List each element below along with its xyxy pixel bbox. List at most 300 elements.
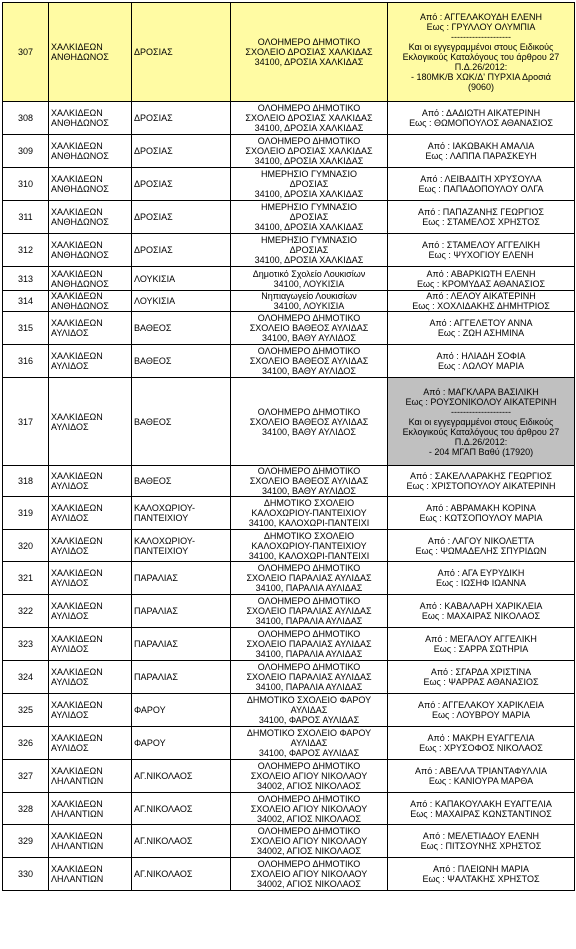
municipality-cell [49, 628, 132, 661]
voter-range-line: Εκλογικούς Καταλόγους του άρθρου 27 [402, 426, 560, 437]
school-address-line: ΔΗΜΟΤΙΚΟ ΣΧΟΛΕΙΟ ΦΑΡΟΥ [246, 728, 372, 738]
voter-range-line: Εως : ΨΥΧΟΓΙΟΥ ΕΛΕΝΗ [428, 250, 534, 260]
school-address-cell [231, 727, 388, 760]
school-address-cell [231, 595, 388, 628]
voter-range-line: Από : ΑΒΑΡΚΙΩΤΗ ΕΛΕΝΗ [426, 268, 536, 279]
school-address-line: ΟΛΟΗΜΕΡΟ ΔΗΜΟΤΙΚΟ [257, 466, 361, 476]
station-number: 330 [17, 869, 34, 879]
community-cell [132, 135, 231, 168]
school-address-line: 34100, ΠΑΡΑΛΙΑ ΑΥΛΙΔΑΣ [255, 616, 363, 626]
voter-range-cell [388, 201, 575, 234]
community-line: ΦΑΡΟΥ [134, 705, 166, 715]
station-number: 317 [17, 416, 34, 427]
table-row [3, 825, 575, 858]
community-line: ΔΡΟΣΙΑΣ [134, 47, 173, 57]
table-row [3, 345, 575, 378]
municipality-line: ΧΑΛΚΙΔΕΩΝ [51, 174, 103, 184]
municipality-line: ΑΥΛΙΔΟΣ [51, 513, 89, 523]
community-cell [132, 530, 231, 562]
municipality-line: ΧΑΛΚΙΔΕΩΝ [51, 864, 103, 874]
voter-range-line: Από : ΜΕΓΑΛΟΥ ΑΓΓΕΛΙΚΗ [425, 634, 537, 644]
polling-stations-table [2, 2, 575, 891]
station-number-cell [3, 234, 49, 267]
station-number: 314 [17, 296, 34, 306]
school-address-line: ΗΜΕΡΗΣΙΟ ΓΥΜΝΑΣΙΟ [260, 169, 358, 179]
station-number: 326 [17, 738, 34, 748]
voter-range-cell [388, 345, 575, 378]
voter-range-line: Από : ΣΑΚΕΛΛΑΡΑΚΗΣ ΓΕΩΡΓΙΟΣ [410, 471, 552, 481]
school-address-line: ΟΛΟΗΜΕΡΟ ΔΗΜΟΤΙΚΟ [257, 761, 361, 771]
voter-range-line: Από : ΛΕΙΒΑΔΙΤΗ ΧΡΥΣΟΥΛΑ [420, 174, 542, 184]
municipality-line: ΛΗΛΑΝΤΙΩΝ [51, 776, 104, 786]
station-number-cell [3, 312, 49, 345]
school-address-line: ΚΑΛΟΧΩΡΙΟΥ-ΠΑΝΤΕΙΧΙΟΥ [251, 508, 367, 518]
community-cell [132, 345, 231, 378]
community-cell [132, 267, 231, 291]
community-line: ΠΑΡΑΛΙΑΣ [134, 639, 178, 649]
school-address-line: ΔΡΟΣΙΑΣ [289, 245, 329, 255]
voter-range-line: (9060) [467, 82, 494, 92]
school-address-cell [231, 291, 388, 312]
station-number-cell [3, 201, 49, 234]
voter-range-cell [388, 793, 575, 825]
school-address-line: ΟΛΟΗΜΕΡΟ ΔΗΜΟΤΙΚΟ [257, 313, 361, 323]
municipality-cell [49, 135, 132, 168]
station-number-cell [3, 530, 49, 562]
voter-range-cell [388, 168, 575, 201]
table-row [3, 858, 575, 891]
community-line: ΔΡΟΣΙΑΣ [134, 179, 173, 189]
voter-range-line: Από : ΗΛΙΑΔΗ ΣΟΦΙΑ [436, 351, 526, 361]
station-number-cell [3, 378, 49, 466]
school-address-cell [231, 694, 388, 727]
community-line: ΛΟΥΚΙΣΙΑ [134, 273, 176, 284]
municipality-line: ΑΝΘΗΔΩΝΟΣ [51, 118, 109, 128]
station-number: 324 [17, 672, 34, 682]
school-address-line: 34002, ΑΓΙΟΣ ΝΙΚΟΛΑΟΣ [256, 813, 361, 824]
municipality-line: ΛΗΛΑΝΤΙΩΝ [51, 808, 104, 819]
school-address-line: ΣΧΟΛΕΙΟ ΒΑΘΕΟΣ ΑΥΛΙΔΑΣ [249, 416, 369, 427]
community-line: ΑΓ.ΝΙΚΟΛΑΟΣ [134, 803, 193, 814]
voter-range-cell [388, 694, 575, 727]
municipality-cell [49, 267, 132, 291]
station-number: 328 [17, 803, 34, 814]
school-address-line: 34100, ΚΑΛΟΧΩΡΙ-ΠΑΝΤΕΙΧΙ [248, 518, 370, 528]
community-cell [132, 727, 231, 760]
municipality-cell [49, 466, 132, 497]
voter-range-line: Από : ΠΛΕΙΩΝΗ ΜΑΡΙΑ [433, 864, 529, 874]
municipality-line: ΑΥΛΙΔΟΣ [51, 545, 89, 556]
municipality-cell [49, 562, 132, 595]
table-row [3, 595, 575, 628]
station-number-cell [3, 825, 49, 858]
voter-range-line: Εως : ΙΩΣΗΦ ΙΩΑΝΝΑ [435, 578, 527, 588]
school-address-line: 34002, ΑΓΙΟΣ ΝΙΚΟΛΑΟΣ [256, 781, 361, 791]
station-number-cell [3, 267, 49, 291]
station-number-cell [3, 628, 49, 661]
school-address-line: 34100, ΛΟΥΚΙΣΙΑ [273, 301, 345, 311]
voter-range-line: Εως : ΠΙΤΣΟΥΝΗΣ ΧΡΗΣΤΟΣ [420, 841, 542, 851]
school-address-cell [231, 858, 388, 891]
station-number: 311 [18, 212, 33, 222]
school-address-line: ΣΧΟΛΕΙΟ ΑΓΙΟΥ ΝΙΚΟΛΑΟΥ [250, 869, 368, 879]
municipality-line: ΧΑΛΚΙΔΕΩΝ [51, 733, 103, 743]
school-address-line: ΣΧΟΛΕΙΟ ΑΓΙΟΥ ΝΙΚΟΛΑΟΥ [250, 771, 368, 781]
school-address-line: ΣΧΟΛΕΙΟ ΠΑΡΑΛΙΑΣ ΑΥΛΙΔΑΣ [246, 573, 372, 583]
school-address-line: 34100, ΒΑΘΥ ΑΥΛΙΔΟΣ [262, 333, 356, 343]
municipality-cell [49, 291, 132, 312]
school-address-line: 34100, ΔΡΟΣΙΑ ΧΑΛΚΙΔΑΣ [254, 123, 364, 133]
municipality-line: ΑΝΘΗΔΩΝΟΣ [51, 278, 109, 289]
table-body [3, 3, 575, 891]
voter-range-cell [388, 858, 575, 891]
school-address-cell [231, 661, 388, 694]
voter-range-cell [388, 102, 575, 135]
municipality-cell [49, 3, 132, 102]
community-line: ΠΑΡΑΛΙΑΣ [134, 672, 178, 682]
municipality-line: ΧΑΛΚΙΔΕΩΝ [51, 471, 103, 481]
school-address-cell [231, 102, 388, 135]
station-number-cell [3, 595, 49, 628]
station-number-cell [3, 291, 49, 312]
school-address-line: 34100, ΠΑΡΑΛΙΑ ΑΥΛΙΔΑΣ [255, 682, 363, 692]
school-address-cell [231, 497, 388, 530]
municipality-cell [49, 312, 132, 345]
municipality-cell [49, 858, 132, 891]
municipality-cell [49, 694, 132, 727]
community-cell [132, 562, 231, 595]
municipality-cell [49, 168, 132, 201]
school-address-cell [231, 201, 388, 234]
community-cell [132, 760, 231, 793]
municipality-line: ΧΑΛΚΙΔΕΩΝ [51, 141, 103, 151]
community-cell [132, 378, 231, 466]
municipality-line: ΧΑΛΚΙΔΕΩΝ [51, 351, 103, 361]
school-address-cell [231, 378, 388, 466]
school-address-cell [231, 628, 388, 661]
community-line: ΔΡΟΣΙΑΣ [134, 212, 173, 222]
station-number: 327 [17, 771, 34, 781]
station-number: 315 [17, 323, 34, 333]
voter-range-cell [388, 497, 575, 530]
community-cell [132, 825, 231, 858]
school-address-cell [231, 135, 388, 168]
school-address-line: ΣΧΟΛΕΙΟ ΒΑΘΕΟΣ ΑΥΛΙΔΑΣ [249, 476, 369, 486]
school-address-line: ΔΗΜΟΤΙΚΟ ΣΧΟΛΕΙΟ [263, 498, 355, 508]
school-address-cell [231, 312, 388, 345]
school-address-cell [231, 466, 388, 497]
voter-range-line: Από : ΣΤΑΜΕΛΟΥ ΑΓΓΕΛΙΚΗ [422, 240, 540, 250]
municipality-line: ΑΝΘΗΔΩΝΟΣ [51, 301, 109, 311]
community-cell [132, 858, 231, 891]
school-address-line: 34100, ΔΡΟΣΙΑ ΧΑΛΚΙΔΑΣ [254, 156, 364, 166]
table-row [3, 267, 575, 291]
station-number: 316 [17, 356, 34, 366]
station-number: 307 [17, 47, 34, 57]
station-number: 310 [17, 179, 34, 189]
community-line: ΠΑΝΤΕΙΧΙΟΥ [134, 545, 189, 556]
municipality-cell [49, 345, 132, 378]
municipality-line: ΧΑΛΚΙΔΕΩΝ [51, 601, 103, 611]
station-number-cell [3, 497, 49, 530]
table-row [3, 234, 575, 267]
school-address-line: ΟΛΟΗΜΕΡΟ ΔΗΜΟΤΙΚΟ [257, 793, 361, 804]
station-number-cell [3, 466, 49, 497]
table-row [3, 3, 575, 102]
school-address-cell [231, 562, 388, 595]
voter-range-cell [388, 234, 575, 267]
voter-range-cell [388, 727, 575, 760]
community-cell [132, 201, 231, 234]
community-cell [132, 793, 231, 825]
municipality-line: ΑΝΘΗΔΩΝΟΣ [51, 151, 109, 161]
school-address-line: Νηπιαγωγείο Λουκισίων [261, 291, 357, 301]
table-row [3, 562, 575, 595]
school-address-line: 34002, ΑΓΙΟΣ ΝΙΚΟΛΑΟΣ [256, 879, 361, 889]
community-line: ΒΑΘΕΟΣ [134, 416, 172, 427]
community-line: ΚΑΛΟΧΩΡΙΟΥ- [134, 535, 195, 546]
community-line: ΒΑΘΕΟΣ [134, 323, 172, 333]
community-cell [132, 312, 231, 345]
table-row [3, 628, 575, 661]
school-address-cell [231, 3, 388, 102]
voter-range-cell [388, 466, 575, 497]
community-line: ΛΟΥΚΙΣΙΑ [134, 296, 176, 306]
voter-range-line: Εως : ΛΑΠΠΑ ΠΑΡΑΣΚΕΥΗ [425, 151, 537, 161]
community-line: ΒΑΘΕΟΣ [134, 476, 172, 486]
school-address-line: ΟΛΟΗΜΕΡΟ ΔΗΜΟΤΙΚΟ [257, 629, 361, 639]
school-address-line: ΟΛΟΗΜΕΡΟ ΔΗΜΟΤΙΚΟ [257, 103, 361, 113]
school-address-line: ΟΛΟΗΜΕΡΟ ΔΗΜΟΤΙΚΟ [257, 37, 361, 47]
school-address-line: ΣΧΟΛΕΙΟ ΠΑΡΑΛΙΑΣ ΑΥΛΙΔΑΣ [246, 639, 372, 649]
voter-range-line: Από : ΑΓΓΕΛΑΚΟΥΔΗ ΕΛΕΝΗ [420, 12, 542, 22]
station-number-cell [3, 135, 49, 168]
school-address-line: ΣΧΟΛΕΙΟ ΑΓΙΟΥ ΝΙΚΟΛΑΟΥ [250, 836, 368, 846]
station-number: 320 [17, 540, 34, 551]
table-row [3, 793, 575, 825]
voter-range-cell [388, 291, 575, 312]
municipality-line: ΧΑΛΚΙΔΕΩΝ [51, 634, 103, 644]
voter-range-line: Εως : ΓΡΥΛΛΟΥ ΟΛΥΜΠΙΑ [426, 22, 536, 32]
community-line: ΑΓ.ΝΙΚΟΛΑΟΣ [134, 869, 193, 879]
municipality-line: ΑΥΛΙΔΟΣ [51, 578, 89, 588]
school-address-line: ΣΧΟΛΕΙΟ ΠΑΡΑΛΙΑΣ ΑΥΛΙΔΑΣ [246, 672, 372, 682]
school-address-line: ΟΛΟΗΜΕΡΟ ΔΗΜΟΤΙΚΟ [257, 136, 361, 146]
station-number: 323 [17, 639, 34, 649]
municipality-line: ΧΑΛΚΙΔΕΩΝ [51, 667, 103, 677]
voter-range-cell [388, 661, 575, 694]
table-row [3, 291, 575, 312]
community-line: ΑΓ.ΝΙΚΟΛΑΟΣ [134, 771, 193, 781]
table-row [3, 102, 575, 135]
school-address-line: ΣΧΟΛΕΙΟ ΔΡΟΣΙΑΣ ΧΑΛΚΙΔΑΣ [245, 113, 373, 123]
voter-range-line: Από : ΛΕΛΟΥ ΑΙΚΑΤΕΡΙΝΗ [426, 291, 536, 301]
voter-range-line: -------------------- [451, 406, 511, 417]
municipality-line: ΧΑΛΚΙΔΕΩΝ [51, 766, 103, 776]
voter-range-cell [388, 530, 575, 562]
community-cell [132, 595, 231, 628]
voter-range-cell [388, 267, 575, 291]
school-address-line: ΣΧΟΛΕΙΟ ΔΡΟΣΙΑΣ ΧΑΛΚΙΔΑΣ [245, 47, 373, 57]
voter-range-line: Από : ΚΑΠΑΚΟΥΛΑΚΗ ΕΥΑΓΓΕΛΙΑ [410, 798, 552, 809]
municipality-line: ΛΗΛΑΝΤΙΩΝ [51, 841, 104, 851]
voter-range-line: Από : ΑΓΓΕΛΑΚΟΥ ΧΑΡΙΚΛΕΙΑ [418, 700, 544, 710]
community-cell [132, 168, 231, 201]
voter-range-line: Εως : ΧΡΙΣΤΟΠΟΥΛΟΥ ΑΙΚΑΤΕΡΙΝΗ [406, 481, 556, 491]
table-row [3, 661, 575, 694]
station-number-cell [3, 760, 49, 793]
community-line: ΠΑΡΑΛΙΑΣ [134, 573, 178, 583]
voter-range-line: Από : ΠΑΠΑΖΑΝΗΣ ΓΕΩΡΓΙΟΣ [418, 207, 544, 217]
municipality-cell [49, 497, 132, 530]
municipality-line: ΧΑΛΚΙΔΕΩΝ [51, 268, 103, 279]
municipality-line: ΑΥΛΙΔΟΣ [51, 611, 89, 621]
municipality-line: ΧΑΛΚΙΔΕΩΝ [51, 700, 103, 710]
school-address-line: ΚΑΛΟΧΩΡΙΟΥ-ΠΑΝΤΕΙΧΙΟΥ [251, 540, 367, 551]
municipality-cell [49, 595, 132, 628]
community-cell [132, 466, 231, 497]
station-number-cell [3, 345, 49, 378]
table-row [3, 466, 575, 497]
community-line: ΑΓ.ΝΙΚΟΛΑΟΣ [134, 836, 193, 846]
station-number: 312 [17, 245, 34, 255]
voter-range-line: Εως : ΖΩΗ ΑΣΗΜΙΝΑ [437, 328, 525, 338]
voter-range-line: Εως : ΣΑΡΡΑ ΣΩΤΗΡΙΑ [433, 644, 529, 654]
voter-range-line: Από : ΔΑΔΙΩΤΗ ΑΙΚΑΤΕΡΙΝΗ [421, 108, 541, 118]
table-row [3, 312, 575, 345]
school-address-line: 34100, ΚΑΛΟΧΩΡΙ-ΠΑΝΤΕΙΧΙ [248, 550, 370, 561]
voter-range-line: Εως : ΧΟΧΛΙΔΑΚΗΣ ΔΗΜΗΤΡΙΟΣ [412, 301, 550, 311]
community-cell [132, 497, 231, 530]
school-address-line: ΣΧΟΛΕΙΟ ΒΑΘΕΟΣ ΑΥΛΙΔΑΣ [249, 323, 369, 333]
station-number-cell [3, 661, 49, 694]
table-row [3, 694, 575, 727]
municipality-line: ΑΥΛΙΔΟΣ [51, 677, 89, 687]
voter-range-line: Εως : ΨΩΜΑΔΕΛΗΣ ΣΠΥΡΙΔΩΝ [415, 545, 547, 556]
municipality-line: ΧΑΛΚΙΔΕΩΝ [51, 108, 103, 118]
voter-range-line: Εως : ΜΑΧΑΙΡΑΣ ΝΙΚΟΛΑΟΣ [421, 611, 541, 621]
community-line: ΔΡΟΣΙΑΣ [134, 146, 173, 156]
community-cell [132, 628, 231, 661]
municipality-line: ΧΑΛΚΙΔΕΩΝ [51, 503, 103, 513]
voter-range-line: Εκλογικούς Καταλόγους του άρθρου 27 [402, 52, 560, 62]
municipality-line: ΛΗΛΑΝΤΙΩΝ [51, 874, 104, 884]
school-address-line: ΔΗΜΟΤΙΚΟ ΣΧΟΛΕΙΟ ΦΑΡΟΥ [246, 695, 372, 705]
voter-range-line: Και οι εγγεγραμμένοι στους Ειδικούς [408, 42, 554, 52]
community-line: ΔΡΟΣΙΑΣ [134, 113, 173, 123]
voter-range-cell [388, 628, 575, 661]
station-number: 329 [17, 836, 34, 846]
voter-range-line: Από : ΑΒΕΛΛΑ ΤΡΙΑΝΤΑΦΥΛΛΙΑ [415, 766, 547, 776]
school-address-line: ΟΛΟΗΜΕΡΟ ΔΗΜΟΤΙΚΟ [257, 596, 361, 606]
voter-range-line: Από : ΙΑΚΩΒΑΚΗ ΑΜΑΛΙΑ [427, 141, 535, 151]
school-address-cell [231, 168, 388, 201]
voter-range-line: Από : ΜΕΛΕΤΙΑΔΟΥ ΕΛΕΝΗ [422, 831, 540, 841]
municipality-line: ΧΑΛΚΙΔΕΩΝ [51, 291, 103, 301]
municipality-line: ΧΑΛΚΙΔΕΩΝ [51, 411, 103, 422]
voter-range-line: Εως : ΘΩΜΟΠΟΥΛΟΣ ΑΘΑΝΑΣΙΟΣ [409, 118, 553, 128]
school-address-line: Δημοτικό Σχολείο Λουκισίων [252, 268, 366, 279]
voter-range-line: - 204 ΜΓΑΠ Βαθύ (17920) [428, 446, 534, 457]
voter-range-cell [388, 595, 575, 628]
school-address-line: ΑΥΛΙΔΑΣ [290, 705, 328, 715]
table-row [3, 530, 575, 562]
station-number-cell [3, 694, 49, 727]
municipality-line: ΧΑΛΚΙΔΕΩΝ [51, 42, 103, 52]
school-address-line: 34100, ΒΑΘΥ ΑΥΛΙΔΟΣ [262, 366, 356, 376]
voter-range-line: Π.Δ.26/2012: [454, 62, 508, 72]
community-line: ΚΑΛΟΧΩΡΙΟΥ- [134, 503, 195, 513]
table-row [3, 378, 575, 466]
station-number: 308 [17, 113, 34, 123]
voter-range-cell [388, 562, 575, 595]
school-address-line: ΣΧΟΛΕΙΟ ΑΓΙΟΥ ΝΙΚΟΛΑΟΥ [250, 803, 368, 814]
voter-range-line: Εως : ΛΟΥΒΡΟΥ ΜΑΡΙΑ [432, 710, 530, 720]
school-address-line: ΟΛΟΗΜΕΡΟ ΔΗΜΟΤΙΚΟ [257, 859, 361, 869]
voter-range-line: Από : ΜΑΚΡΗ ΕΥΑΓΓΕΛΙΑ [427, 733, 535, 743]
voter-range-cell [388, 135, 575, 168]
voter-range-line: Εως : ΨΑΛΤΑΚΗΣ ΧΡΗΣΤΟΣ [422, 874, 540, 884]
municipality-line: ΑΝΘΗΔΩΝΟΣ [51, 250, 109, 260]
school-address-line: 34100, ΒΑΘΥ ΑΥΛΙΔΟΣ [262, 486, 356, 496]
school-address-line: 34100, ΠΑΡΑΛΙΑ ΑΥΛΙΔΑΣ [255, 649, 363, 659]
station-number: 321 [17, 573, 34, 583]
voter-range-line: - 180ΜΚ/Β ΧΩΚ/Δ' ΠΥΡΧΙΑ Δροσιά [411, 72, 551, 82]
municipality-cell [49, 727, 132, 760]
municipality-line: ΧΑΛΚΙΔΕΩΝ [51, 535, 103, 546]
school-address-line: ΗΜΕΡΗΣΙΟ ΓΥΜΝΑΣΙΟ [260, 202, 358, 212]
voter-range-line: Εως : ΚΡΟΜΥΔΑΣ ΑΘΑΝΑΣΙΟΣ [416, 278, 546, 289]
station-number-cell [3, 562, 49, 595]
voter-range-line: Εως : ΨΑΡΡΑΣ ΑΘΑΝΑΣΙΟΣ [423, 677, 539, 687]
municipality-line: ΑΥΛΙΔΟΣ [51, 481, 89, 491]
school-address-line: ΔΡΟΣΙΑΣ [289, 212, 329, 222]
voter-range-line: Από : ΛΑΓΟΥ ΝΙΚΟΛΕΤΤΑ [427, 535, 535, 546]
school-address-cell [231, 825, 388, 858]
table-row [3, 497, 575, 530]
municipality-line: ΧΑΛΚΙΔΕΩΝ [51, 240, 103, 250]
municipality-line: ΧΑΛΚΙΔΕΩΝ [51, 207, 103, 217]
voter-range-line: Εως : ΠΑΠΑΔΟΠΟΥΛΟΥ ΟΛΓΑ [418, 184, 544, 194]
municipality-cell [49, 825, 132, 858]
voter-range-line: Από : ΑΓΓΕΛΕΤΟΥ ΑΝΝΑ [429, 318, 533, 328]
school-address-line: ΟΛΟΗΜΕΡΟ ΔΗΜΟΤΙΚΟ [257, 563, 361, 573]
voter-range-cell [388, 3, 575, 102]
school-address-line: ΣΧΟΛΕΙΟ ΒΑΘΕΟΣ ΑΥΛΙΔΑΣ [249, 356, 369, 366]
voter-range-line: Εως : ΚΩΤΣΟΠΟΥΛΟΥ ΜΑΡΙΑ [419, 513, 543, 523]
table-row [3, 168, 575, 201]
table-row [3, 760, 575, 793]
station-number: 322 [17, 606, 34, 616]
voter-range-line: Από : ΜΑΓΚΛΑΡΑ ΒΑΣΙΛΙΚΗ [423, 386, 539, 397]
station-number: 313 [17, 273, 34, 284]
voter-range-cell [388, 312, 575, 345]
municipality-line: ΑΝΘΗΔΩΝΟΣ [51, 52, 109, 62]
station-number: 309 [17, 146, 34, 156]
voter-range-line: Από : ΑΒΡΑΜΑΚΗ ΚΟΡΙΝΑ [426, 503, 536, 513]
station-number-cell [3, 168, 49, 201]
school-address-line: ΟΛΟΗΜΕΡΟ ΔΗΜΟΤΙΚΟ [257, 662, 361, 672]
station-number: 318 [17, 476, 34, 486]
municipality-cell [49, 102, 132, 135]
school-address-line: 34100, ΦΑΡΟΣ ΑΥΛΙΔΑΣ [258, 748, 360, 758]
school-address-cell [231, 760, 388, 793]
voter-range-line: Εως : ΣΤΑΜΕΛΟΣ ΧΡΗΣΤΟΣ [422, 217, 540, 227]
municipality-line: ΧΑΛΚΙΔΕΩΝ [51, 568, 103, 578]
community-line: ΦΑΡΟΥ [134, 738, 166, 748]
school-address-line: 34100, ΔΡΟΣΙΑ ΧΑΛΚΙΔΑΣ [254, 189, 364, 199]
school-address-cell [231, 267, 388, 291]
